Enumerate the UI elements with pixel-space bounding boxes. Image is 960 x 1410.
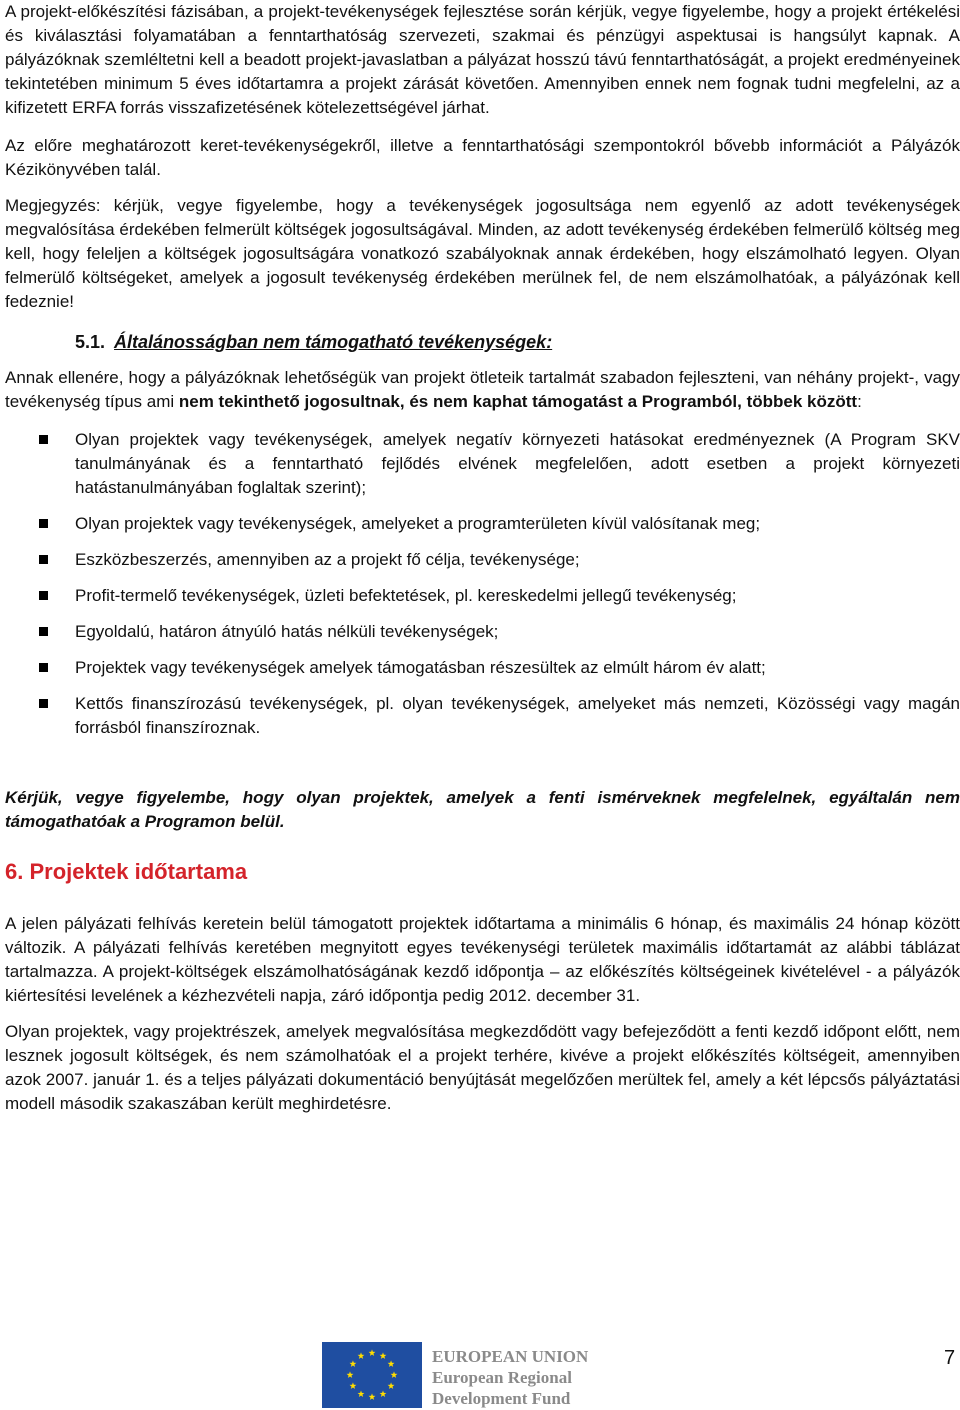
- duration-paragraph: A jelen pályázati felhívás keretein belül támogatott projektek időtartama a minimális 6 hónap, és maximális 24 hónap között változik. A pályázati felhívás keretében megnyitott egyes tevékenységi területek maximális időtartamát az alábbi táblázat tartalmazza. A projekt-költségek elszámolhatóságának kezdő időpontja – az előkészítés költségeinek kivételével - a pályázók kiértesítési levelének a kézhezvételi napja, záró időpontja pedig 2012. december 31.: [5, 914, 960, 1005]
- square-bullet-icon: [39, 519, 48, 528]
- note-paragraph: Megjegyzés: kérjük, vegye figyelembe, hogy a tevékenységek jogosultsága nem egyenlő az adott tevékenységek megvalósítása érdekében felmerült költségek jogosultságával. Minden, az adott tevékenység érdekében felmerülő költség meg kell, hogy feleljen a költségek jogosultságára vonatkozó szabályoknak annak érdekében, hogy elszámolható legyen. Olyan felmerülő költségeket, amelyek a jogosult tevékenység érdekében merülnek fel, de nem elszámolhatóak, a pályázónak kell fedeznie!: [5, 196, 960, 311]
- square-bullet-icon: [39, 699, 48, 708]
- square-bullet-icon: [39, 555, 48, 564]
- costs-paragraph: Olyan projektek, vagy projektrészek, amelyek megvalósítása megkezdődött vagy befejeződött a fenti kezdő időpont előtt, nem lesznek jogosult költségek, és nem számolhatóak el a projekt terhére, kivéve a projekt előkészítés költségeit, amennyiben azok 2007. január 1. és a teljes pályázati dokumentáció benyújtását megelőzően merültek fel, amely a két lépcsős pályáztatási modell második szakaszában került meghirdetésre.: [5, 1022, 960, 1113]
- list-item-text: Olyan projektek vagy tevékenységek, amelyeket a programterületen kívül valósítanak meg;: [75, 514, 761, 533]
- list-item-text: Profit-termelő tevékenységek, üzleti befektetések, pl. kereskedelmi jellegű tevékenység;: [75, 586, 737, 605]
- erdf-logo-text: [432, 1346, 588, 1409]
- list-item-text: Kettős finanszírozású tevékenységek, pl. olyan tevékenységek, amelyeket más nemzeti, Közösségi vagy magán forrásból finanszíroznak.: [75, 694, 960, 737]
- lead-paragraph: [5, 366, 960, 414]
- square-bullet-icon: [39, 435, 48, 444]
- list-item: [5, 692, 960, 740]
- subsection-heading: [75, 329, 552, 355]
- lead-text-bold: nem tekinthető jogosultnak, és nem kaphat támogatást a Programból, többek között: [178, 392, 858, 411]
- list-item: [5, 584, 960, 608]
- logo-line-1: EUROPEAN UNION: [432, 1347, 589, 1366]
- erdf-logo: [322, 1342, 592, 1410]
- logo-line-3: Development Fund: [432, 1389, 571, 1408]
- list-item: [5, 548, 960, 572]
- square-bullet-icon: [39, 591, 48, 600]
- square-bullet-icon: [39, 627, 48, 636]
- list-item-text: Projektek vagy tevékenységek amelyek támogatásban részesültek az elmúlt három év alatt;: [75, 658, 766, 677]
- list-item-text: Egyoldalú, határon átnyúló hatás nélküli tevékenységek;: [75, 622, 499, 641]
- ineligible-activities-list: [5, 428, 960, 740]
- info-paragraph: Az előre meghatározott keret-tevékenységekről, illetve a fenntarthatósági szempontokról bővebb információt a Pályázók Kézikönyvében talál.: [5, 136, 960, 179]
- intro-paragraph: A projekt-előkészítési fázisában, a projekt-tevékenységek fejlesztése során kérjük, vegye figyelembe, hogy a projekt értékelési és kiválasztási folyamatában a fenntarthatóság szervezeti, szakmai és pénzügyi aspektusai is hangsúlyt kapnak. A pályázóknak szemléltetni kell a beadott projekt-javaslatban a pályázat hosszú távú fenntarthatóságát, a projekt eredményeinek tekintetében minimum 5 éves időtartamra a projekt zárását követően. Amennyiben ennek nem fognak tudni megfelelni, az a kifizetett ERFA forrás visszafizetésének kötelezettségével járhat.: [5, 2, 960, 117]
- page-number: 7: [944, 1347, 956, 1369]
- closing-paragraph: Kérjük, vegye figyelembe, hogy olyan projektek, amelyek a fenti ismérveknek megfelelnek, egyáltalán nem támogathatóak a Programon belül.: [5, 788, 960, 831]
- logo-line-2: European Regional: [432, 1368, 572, 1387]
- lead-text-start: Annak ellenére, hogy a pályázóknak lehetőségük van projekt ötleteik tartalmát szabadon fejleszteni, van néhány projekt-, vagy tevékenység típus ami: [5, 368, 960, 411]
- subsection-title: Általánosságban nem támogatható tevékenységek:: [114, 332, 553, 352]
- list-item-text: Olyan projektek vagy tevékenységek, amelyek negatív környezeti hatásokat eredményeznek (A Program SKV tanulmányának és a fenntartható fejlődés elvének megfelelően, adott esetben a projekt környezeti hatástanulmányában foglaltak szerint);: [75, 430, 960, 497]
- section-heading: 6. Projektek időtartama: [5, 859, 248, 884]
- list-item: [5, 656, 960, 680]
- list-item-text: Eszközbeszerzés, amennyiben az a projekt fő célja, tevékenysége;: [75, 550, 580, 569]
- subsection-number: 5.1.: [75, 332, 106, 352]
- list-item: [5, 512, 960, 536]
- eu-flag-icon: [322, 1342, 422, 1408]
- list-item: [5, 428, 960, 500]
- square-bullet-icon: [39, 663, 48, 672]
- lead-text-end: :: [857, 392, 862, 411]
- list-item: [5, 620, 960, 644]
